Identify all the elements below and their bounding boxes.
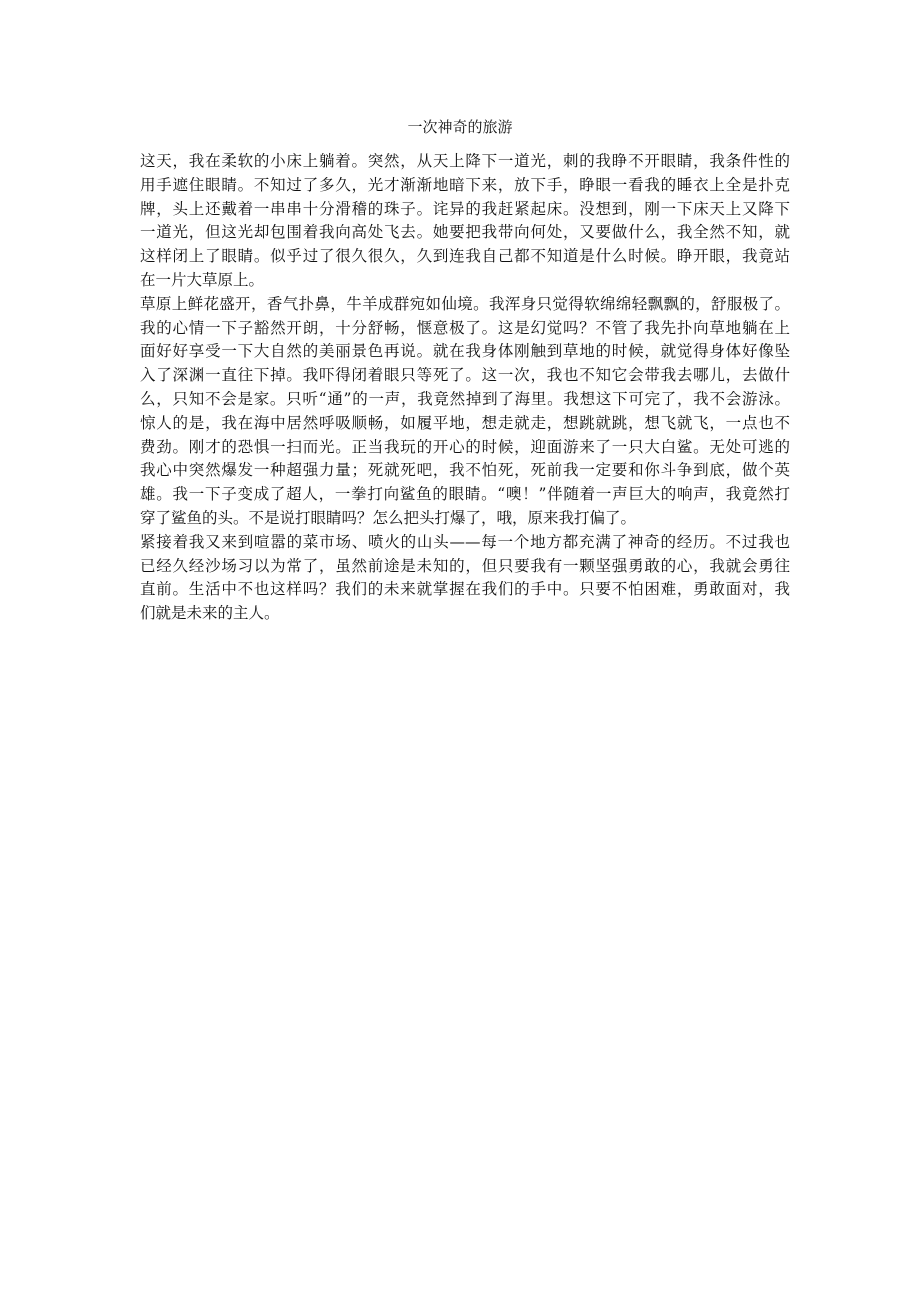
text-line: 入了深渊一直往下掉。我吓得闭着眼只等死了。这一次，我也不知它会带我去哪儿，去做什 (140, 366, 790, 385)
document-title: 一次神奇的旅游 (407, 118, 513, 136)
text-line: 么，只知不会是家。只听“通”的一声，我竟然掉到了海里。我想这下可完了，我不会游泳。 (140, 389, 790, 408)
text-line: 紧接着我又来到喧嚣的菜市场、喷火的山头——每一个地方都充满了神奇的经历。不过我也 (140, 532, 790, 551)
paragraph (140, 293, 790, 531)
text-line: 我的心情一下子豁然开朗，十分舒畅，惬意极了。这是幻觉吗？不管了我先扑向草地躺在上 (140, 318, 790, 337)
text-line: 面好好享受一下大自然的美丽景色再说。就在我身体刚触到草地的时候，就觉得身体好像坠 (140, 342, 790, 361)
text-line: 们就是未来的主人。 (140, 604, 280, 623)
text-line: 一道光，但这光却包围着我向高处飞去。她要把我带向何处，又要做什么，我全然不知，就 (140, 223, 790, 242)
text-line: 这样闭上了眼睛。似乎过了很久很久，久到连我自己都不知道是什么时候。睁开眼，我竟站 (140, 247, 790, 266)
paragraph (140, 150, 790, 293)
text-line: 雄。我一下子变成了超人，一拳打向鲨鱼的眼睛。“噢！”伴随着一声巨大的响声，我竟然打 (140, 485, 790, 504)
text-line: 惊人的是，我在海中居然呼吸顺畅，如履平地，想走就走，想跳就跳，想飞就飞，一点也不 (140, 413, 790, 432)
text-line: 牌，头上还戴着一串串十分滑稽的珠子。诧异的我赶紧起床。没想到，刚一下床天上又降下 (140, 199, 790, 218)
text-line: 用手遮住眼睛。不知过了多久，光才渐渐地暗下来，放下手，睁眼一看我的睡衣上全是扑克 (140, 175, 790, 194)
text-line: 我心中突然爆发一种超强力量；死就死吧，我不怕死，死前我一定要和你斗争到底，做个英 (140, 461, 790, 480)
text-line: 这天，我在柔软的小床上躺着。突然，从天上降下一道光，刺的我睁不开眼睛，我条件性的 (140, 152, 790, 170)
text-line: 在一片大草原上。 (140, 270, 265, 289)
document-body (140, 150, 790, 626)
text-line: 穿了鲨鱼的头。不是说打眼睛吗？怎么把头打爆了，哦，原来我打偏了。 (140, 508, 637, 527)
paragraph (140, 531, 790, 626)
text-line: 草原上鲜花盛开，香气扑鼻，牛羊成群宛如仙境。我浑身只觉得软绵绵轻飘飘的，舒服极了。 (140, 294, 790, 313)
text-line: 已经久经沙场习以为常了，虽然前途是未知的，但只要我有一颗坚强勇敢的心，我就会勇往 (140, 556, 790, 575)
text-line: 费劲。刚才的恐惧一扫而光。正当我玩的开心的时候，迎面游来了一只大白鲨。无处可逃的 (140, 437, 790, 456)
text-line: 直前。生活中不也这样吗？我们的未来就掌握在我们的手中。只要不怕困难，勇敢面对，我 (140, 580, 790, 599)
